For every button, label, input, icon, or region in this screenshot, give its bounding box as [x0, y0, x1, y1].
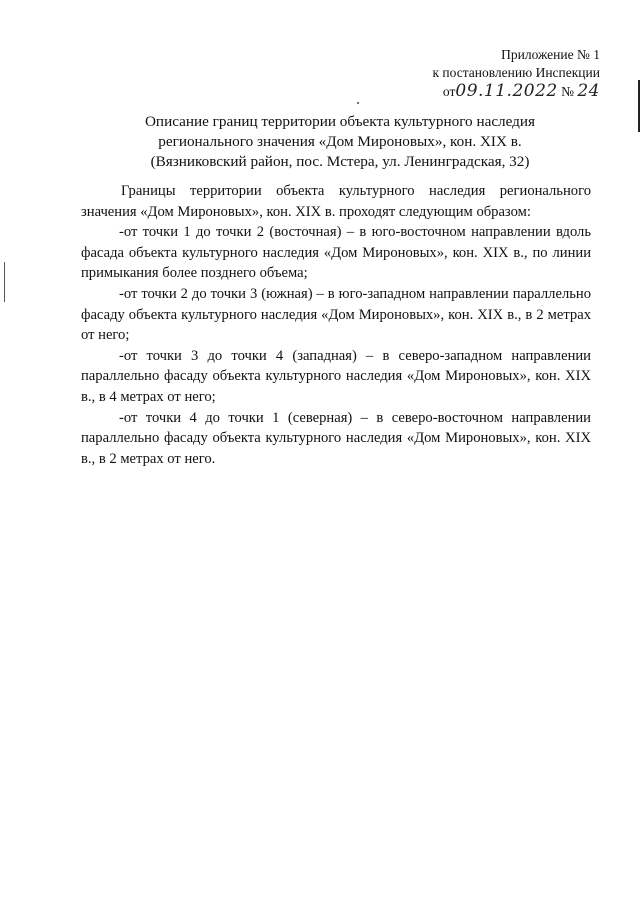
date-prefix: от [442, 84, 456, 99]
scan-left-mark [4, 262, 5, 302]
title-line-1: Описание границ территории объекта культурного наследия [144, 113, 536, 130]
title-line-3: (Вязниковский район, пос. Мстера, ул. Ленинградская, 32) [150, 153, 530, 170]
title-line-2: регионального значения «Дом Мироновых», кон. XIX в. [158, 133, 522, 150]
boundary-segment-4-1: -от точки 4 до точки 1 (северная) – в северо-восточном направлении параллельно фасаду объекта культурного наследия «Дом Мироновых», кон. XIX в., в 2 метрах от него. [81, 409, 591, 467]
handwritten-date: 09.11.2022 [455, 81, 558, 101]
annex-date-line [432, 82, 600, 101]
handwritten-number: 24 [577, 81, 600, 101]
boundary-segment-1-2: -от точки 1 до точки 2 (восточная) – в юго-восточном направлении вдоль фасада объекта культурного наследия «Дом Мироновых», кон. XIX в., по линии примыкания более позднего объема; [81, 224, 591, 282]
annex-header [432, 46, 600, 101]
document-title [40, 112, 640, 172]
annex-title: Приложение № 1 [501, 47, 600, 62]
intro-paragraph: Границы территории объекта культурного наследия регионального значения «Дом Мироновых», кон. XIX в. проходят следующим образом: [81, 183, 591, 220]
number-prefix: № [561, 84, 574, 99]
boundary-segment-2-3: -от точки 2 до точки 3 (южная) – в юго-западном направлении параллельно фасаду объекта культурного наследия «Дом Мироновых», кон. XIX в., в 2 метрах от него; [81, 285, 591, 344]
boundary-segment-3-4: -от точки 3 до точки 4 (западная) – в северо-западном направлении параллельно фасаду объекта культурного наследия «Дом Мироновых», кон. XIX в., в 4 метрах от него; [81, 347, 591, 405]
annex-reference: к постановлению Инспекции [432, 65, 600, 80]
document-body [81, 181, 591, 469]
scan-speck [357, 102, 359, 104]
